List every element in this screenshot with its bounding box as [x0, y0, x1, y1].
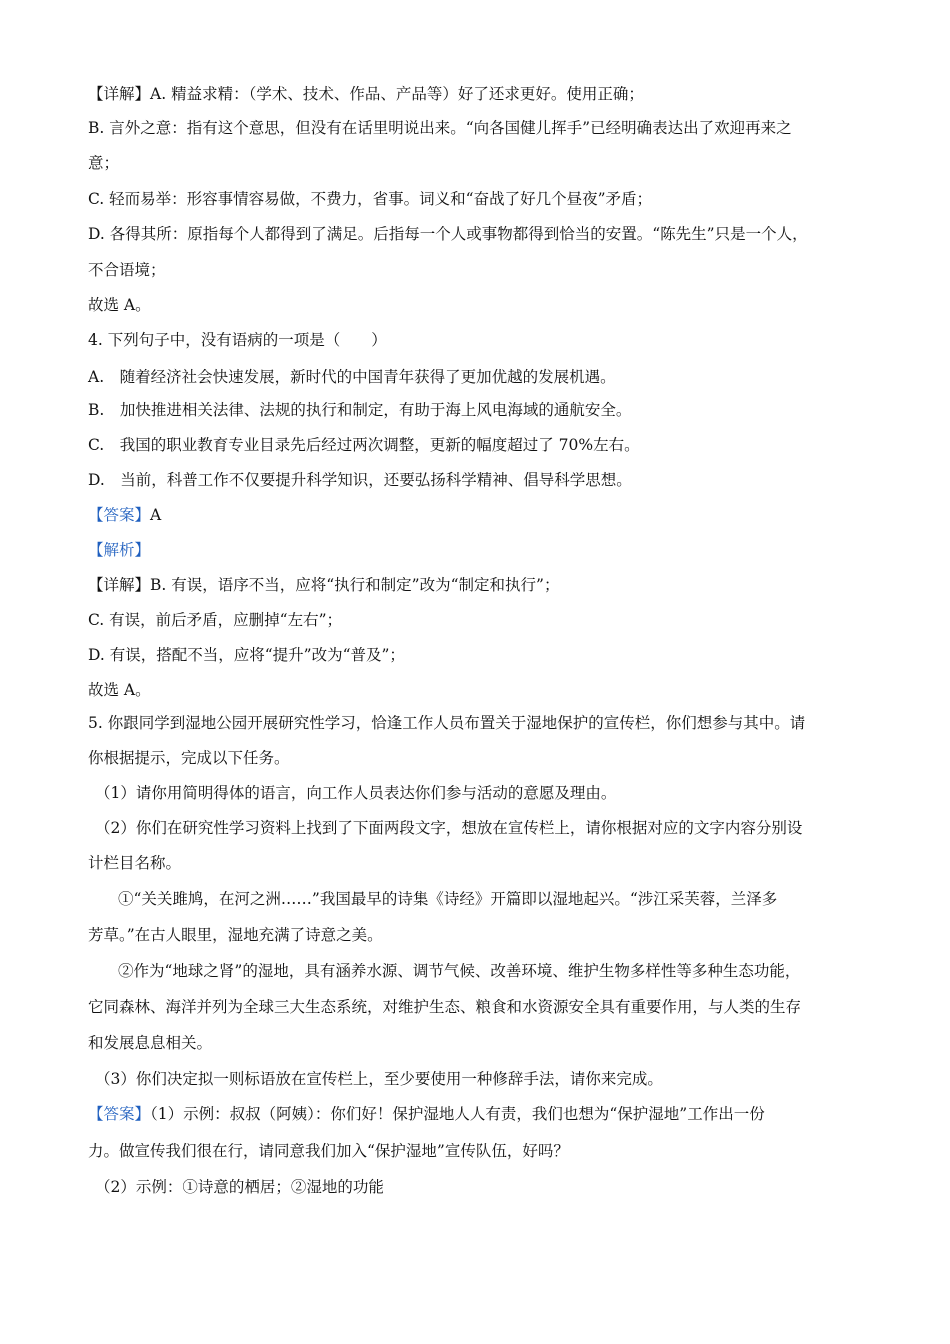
text-line [88, 469, 632, 491]
line-text: A [150, 506, 162, 524]
answer-label: 【答案】 [88, 506, 151, 524]
line-text: 4. 下列句子中，没有语病的一项是（ ） [88, 331, 387, 349]
text-line [88, 1032, 212, 1054]
line-text: 不合语境； [88, 261, 166, 279]
line-text: B. 言外之意：指有这个意思，但没有在话里明说出来。“向各国健儿挥手”已经明确表达出了欢迎再来之 [88, 119, 792, 137]
line-text: （1）请你用简明得体的语言，向工作人员表达你们参与活动的意愿及理由。 [95, 784, 617, 802]
line-text: （2）示例：①诗意的栖居；②湿地的功能 [95, 1178, 384, 1196]
line-text: ①“关关雎鸠，在河之洲……”我国最早的诗集《诗经》开篇即以湿地起兴。“涉江采芙蓉，兰泽多 [118, 890, 778, 908]
line-text: 你根据提示，完成以下任务。 [88, 749, 290, 767]
line-text: B. 有误，语序不当，应将“执行和制定”改为“制定和执行”； [150, 576, 560, 594]
text-line [118, 888, 777, 910]
line-text: C. 我国的职业教育专业目录先后经过两次调整，更新的幅度超过了 70%左右。 [88, 436, 640, 454]
text-line [88, 399, 631, 421]
text-line [88, 712, 805, 734]
answer-label: 【解析】 [88, 541, 151, 559]
text-line [95, 817, 802, 839]
line-text: A. 精益求精：（学术、技术、作品、产品等）好了还求更好。使用正确； [150, 85, 644, 103]
text-line [88, 434, 640, 456]
text-line [88, 924, 383, 946]
text-line [88, 852, 181, 874]
text-line [118, 960, 800, 982]
answer-label: 【答案】 [88, 1105, 151, 1123]
text-line [88, 117, 792, 139]
line-text: 故选 A。 [88, 296, 151, 314]
line-text: D. 各得其所：原指每个人都得到了满足。后指每一个人或事物都得到恰当的安置。“陈先生”只是一个人， [88, 225, 808, 243]
text-line [88, 574, 559, 596]
text-line [95, 1176, 384, 1198]
text-line [88, 366, 616, 388]
text-line [88, 1140, 569, 1162]
line-text: 力。做宣传我们很在行，请同意我们加入“保护湿地”宣传队伍，好吗？ [88, 1142, 569, 1160]
text-line [88, 223, 808, 245]
text-line [88, 83, 644, 105]
text-line [95, 1068, 663, 1090]
text-line [95, 782, 616, 804]
line-text: （1）示例：叔叔（阿姨）：你们好！保护湿地人人有责，我们也想为“保护湿地”工作出一份 [150, 1105, 765, 1123]
text-line [88, 609, 342, 631]
text-line [88, 996, 801, 1018]
text-line [88, 188, 652, 210]
text-line [88, 504, 161, 526]
line-text: 和发展息息相关。 [88, 1034, 213, 1052]
line-text: 芳草。”在古人眼里，湿地充满了诗意之美。 [88, 926, 383, 944]
text-line [88, 294, 151, 316]
text-line [88, 329, 387, 351]
text-line [88, 1103, 765, 1125]
line-text: 故选 A。 [88, 681, 151, 699]
text-line [88, 644, 405, 666]
line-text: 计栏目名称。 [88, 854, 182, 872]
text-line [88, 539, 150, 561]
line-text: ②作为“地球之肾”的湿地，具有涵养水源、调节气候、改善环境、维护生物多样性等多种生态功能， [118, 962, 801, 980]
line-text: （3）你们决定拟一则标语放在宣传栏上，至少要使用一种修辞手法，请你来完成。 [95, 1070, 663, 1088]
text-line [88, 679, 151, 701]
line-text: D. 有误，搭配不当，应将“提升”改为“普及”； [88, 646, 405, 664]
line-text: B. 加快推进相关法律、法规的执行和制定，有助于海上风电海域的通航安全。 [88, 401, 632, 419]
line-text: （2）你们在研究性学习资料上找到了下面两段文字，想放在宣传栏上，请你根据对应的文字内容分别设 [95, 819, 803, 837]
line-text: A. 随着经济社会快速发展，新时代的中国青年获得了更加优越的发展机遇。 [88, 368, 616, 386]
line-text: C. 有误，前后矛盾，应删掉“左右”； [88, 611, 343, 629]
text-line [88, 747, 290, 769]
line-text: C. 轻而易举：形容事情容易做，不费力，省事。词义和“奋战了好几个昼夜”矛盾； [88, 190, 653, 208]
section-label: 【详解】 [88, 576, 151, 594]
line-text: 意； [88, 154, 120, 172]
line-text: 它同森林、海洋并列为全球三大生态系统，对维护生态、粮食和水资源安全具有重要作用，与人类的生存 [88, 998, 802, 1016]
text-line [88, 259, 166, 281]
text-line [88, 152, 119, 174]
line-text: 5. 你跟同学到湿地公园开展研究性学习，恰逢工作人员布置关于湿地保护的宣传栏，你们想参与其中。请 [88, 714, 806, 732]
line-text: D. 当前，科普工作不仅要提升科学知识，还要弘扬科学精神、倡导科学思想。 [88, 471, 632, 489]
section-label: 【详解】 [88, 85, 151, 103]
